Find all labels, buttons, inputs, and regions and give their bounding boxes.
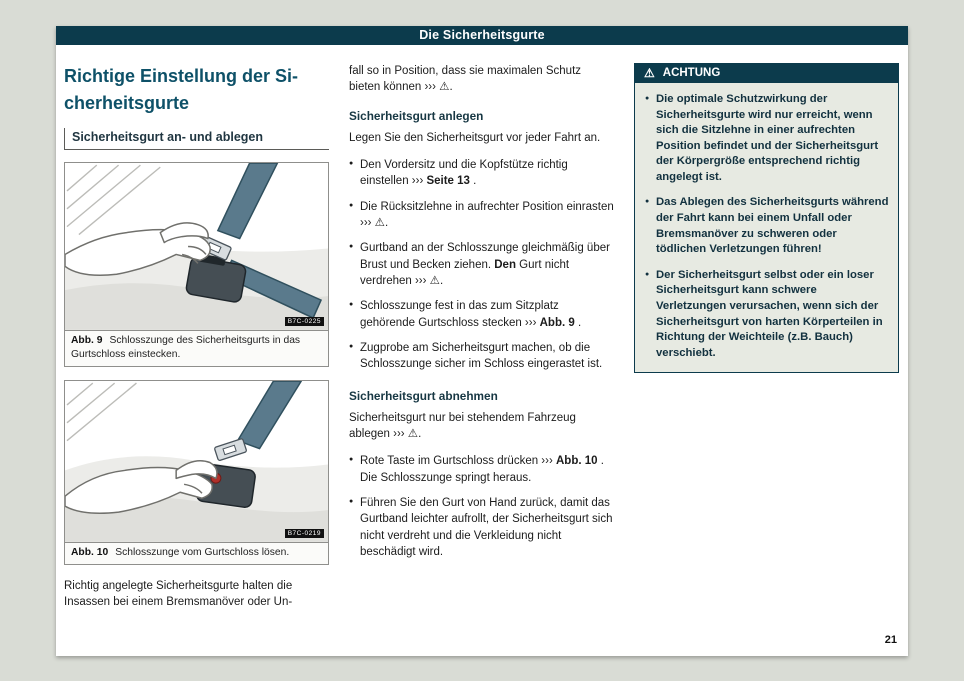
page-content xyxy=(56,45,908,610)
page-header-title: Die Sicherheitsgurte xyxy=(419,28,545,42)
section-heading: Sicherheitsgurt an- und ablegen xyxy=(64,128,329,150)
page-number: 21 xyxy=(884,634,897,646)
seatbelt-buckle-release-illustration xyxy=(65,381,328,542)
warning-icon: ⚠ xyxy=(644,66,655,80)
figure-9-label: Abb. 9 xyxy=(71,335,103,346)
figure-9-caption xyxy=(65,331,328,366)
list-item: ● Schlosszunge fest in das zum Sitzplatz gehörende Gurtschloss stecken ››› Abb. 9 . xyxy=(349,298,614,331)
figure-9 xyxy=(64,162,329,367)
list-item: ● Zugprobe am Sicherheitsgurt machen, ob die Schlosszunge sicher im Schloss eingerastet ist. xyxy=(349,340,614,373)
anlegen-bullet-list xyxy=(349,157,614,373)
figure-10-image-code: B7C-0219 xyxy=(285,529,324,538)
list-item: ● Die Rücksitzlehne in aufrechter Position einrasten ››› ⚠. xyxy=(349,199,614,232)
figure-9-caption-text: Schlosszunge des Sicherheitsgurts in das Gurtschloss einstecken. xyxy=(71,335,301,360)
figure-10 xyxy=(64,380,329,565)
warning-box xyxy=(634,63,899,373)
warning-header xyxy=(635,64,898,83)
list-item: ● Gurtband an der Schlosszunge gleichmäßig über Brust und Becken ziehen. Den Gurt nicht verdrehen ››› ⚠. xyxy=(349,240,614,289)
list-item: ● Den Vordersitz und die Kopfstütze richtig einstellen ››› Seite 13 . xyxy=(349,157,614,190)
figure-9-image xyxy=(65,163,328,331)
seatbelt-buckle-insert-illustration xyxy=(65,163,328,330)
page-title-line1: Richtige Einstellung der Si- xyxy=(64,66,299,86)
page-header-bar xyxy=(56,26,908,45)
figure-9-image-code: B7C-0225 xyxy=(285,317,324,326)
figure-10-label: Abb. 10 xyxy=(71,546,109,558)
subheading-abnehmen: Sicherheitsgurt abnehmen xyxy=(349,388,498,403)
figure-10-caption xyxy=(65,543,328,564)
right-column xyxy=(634,63,899,610)
list-item: ● Rote Taste im Gurtschloss drücken ››› Abb. 10 . Die Schlosszunge springt heraus. xyxy=(349,453,614,486)
warning-item: ● Der Sicherheitsgurt selbst oder ein loser Sicherheitsgurt kann schwere Verletzungen verursachen, wenn sich der Sicherheitsgurt von harten Körperteilen in Richtung der Weichteile (z.B. Bauch) verschiebt. xyxy=(645,268,889,361)
left-paragraph: Richtig angelegte Sicherheitsgurte halten die Insassen bei einem Bremsmanöver oder Un- xyxy=(64,579,293,608)
page-title xyxy=(64,63,329,117)
abnehmen-bullet-list xyxy=(349,453,614,560)
list-item: ● Führen Sie den Gurt von Hand zurück, damit das Gurtband leichter aufrollt, der Sicherheitsgurt sich nicht verdreht und die Verkleidung nicht beschädigt wird. xyxy=(349,495,614,560)
abnehmen-lead: Sicherheitsgurt nur bei stehendem Fahrzeug ablegen ››› ⚠. xyxy=(349,411,576,440)
middle-column xyxy=(349,63,614,610)
warning-bullet-list xyxy=(635,83,898,372)
warning-title: ACHTUNG xyxy=(662,67,721,79)
figure-10-image xyxy=(65,381,328,543)
subheading-anlegen: Sicherheitsgurt anlegen xyxy=(349,108,484,123)
page-title-line2: cherheitsgurte xyxy=(64,93,190,113)
anlegen-lead: Legen Sie den Sicherheitsgurt vor jeder Fahrt an. xyxy=(349,131,601,144)
intro-paragraph: fall so in Position, dass sie maximalen Schutz bieten können ››› ⚠. xyxy=(349,65,582,94)
warning-item: ● Das Ablegen des Sicherheitsgurts während der Fahrt kann bei einem Unfall oder Bremsmanöver zu schweren oder tödlichen Verletzungen führen! xyxy=(645,195,889,257)
figure-10-caption-text: Schlosszunge vom Gurtschloss lösen. xyxy=(115,546,290,558)
manual-page xyxy=(56,26,908,656)
left-column xyxy=(64,63,329,610)
warning-item: ● Die optimale Schutzwirkung der Sicherheitsgurte wird nur erreicht, wenn sich die Sitzlehne in einer aufrechten Position befindet und der Sicherheitsgurt der Körpergröße entsprechend richtig angelegt ist. xyxy=(645,92,889,185)
